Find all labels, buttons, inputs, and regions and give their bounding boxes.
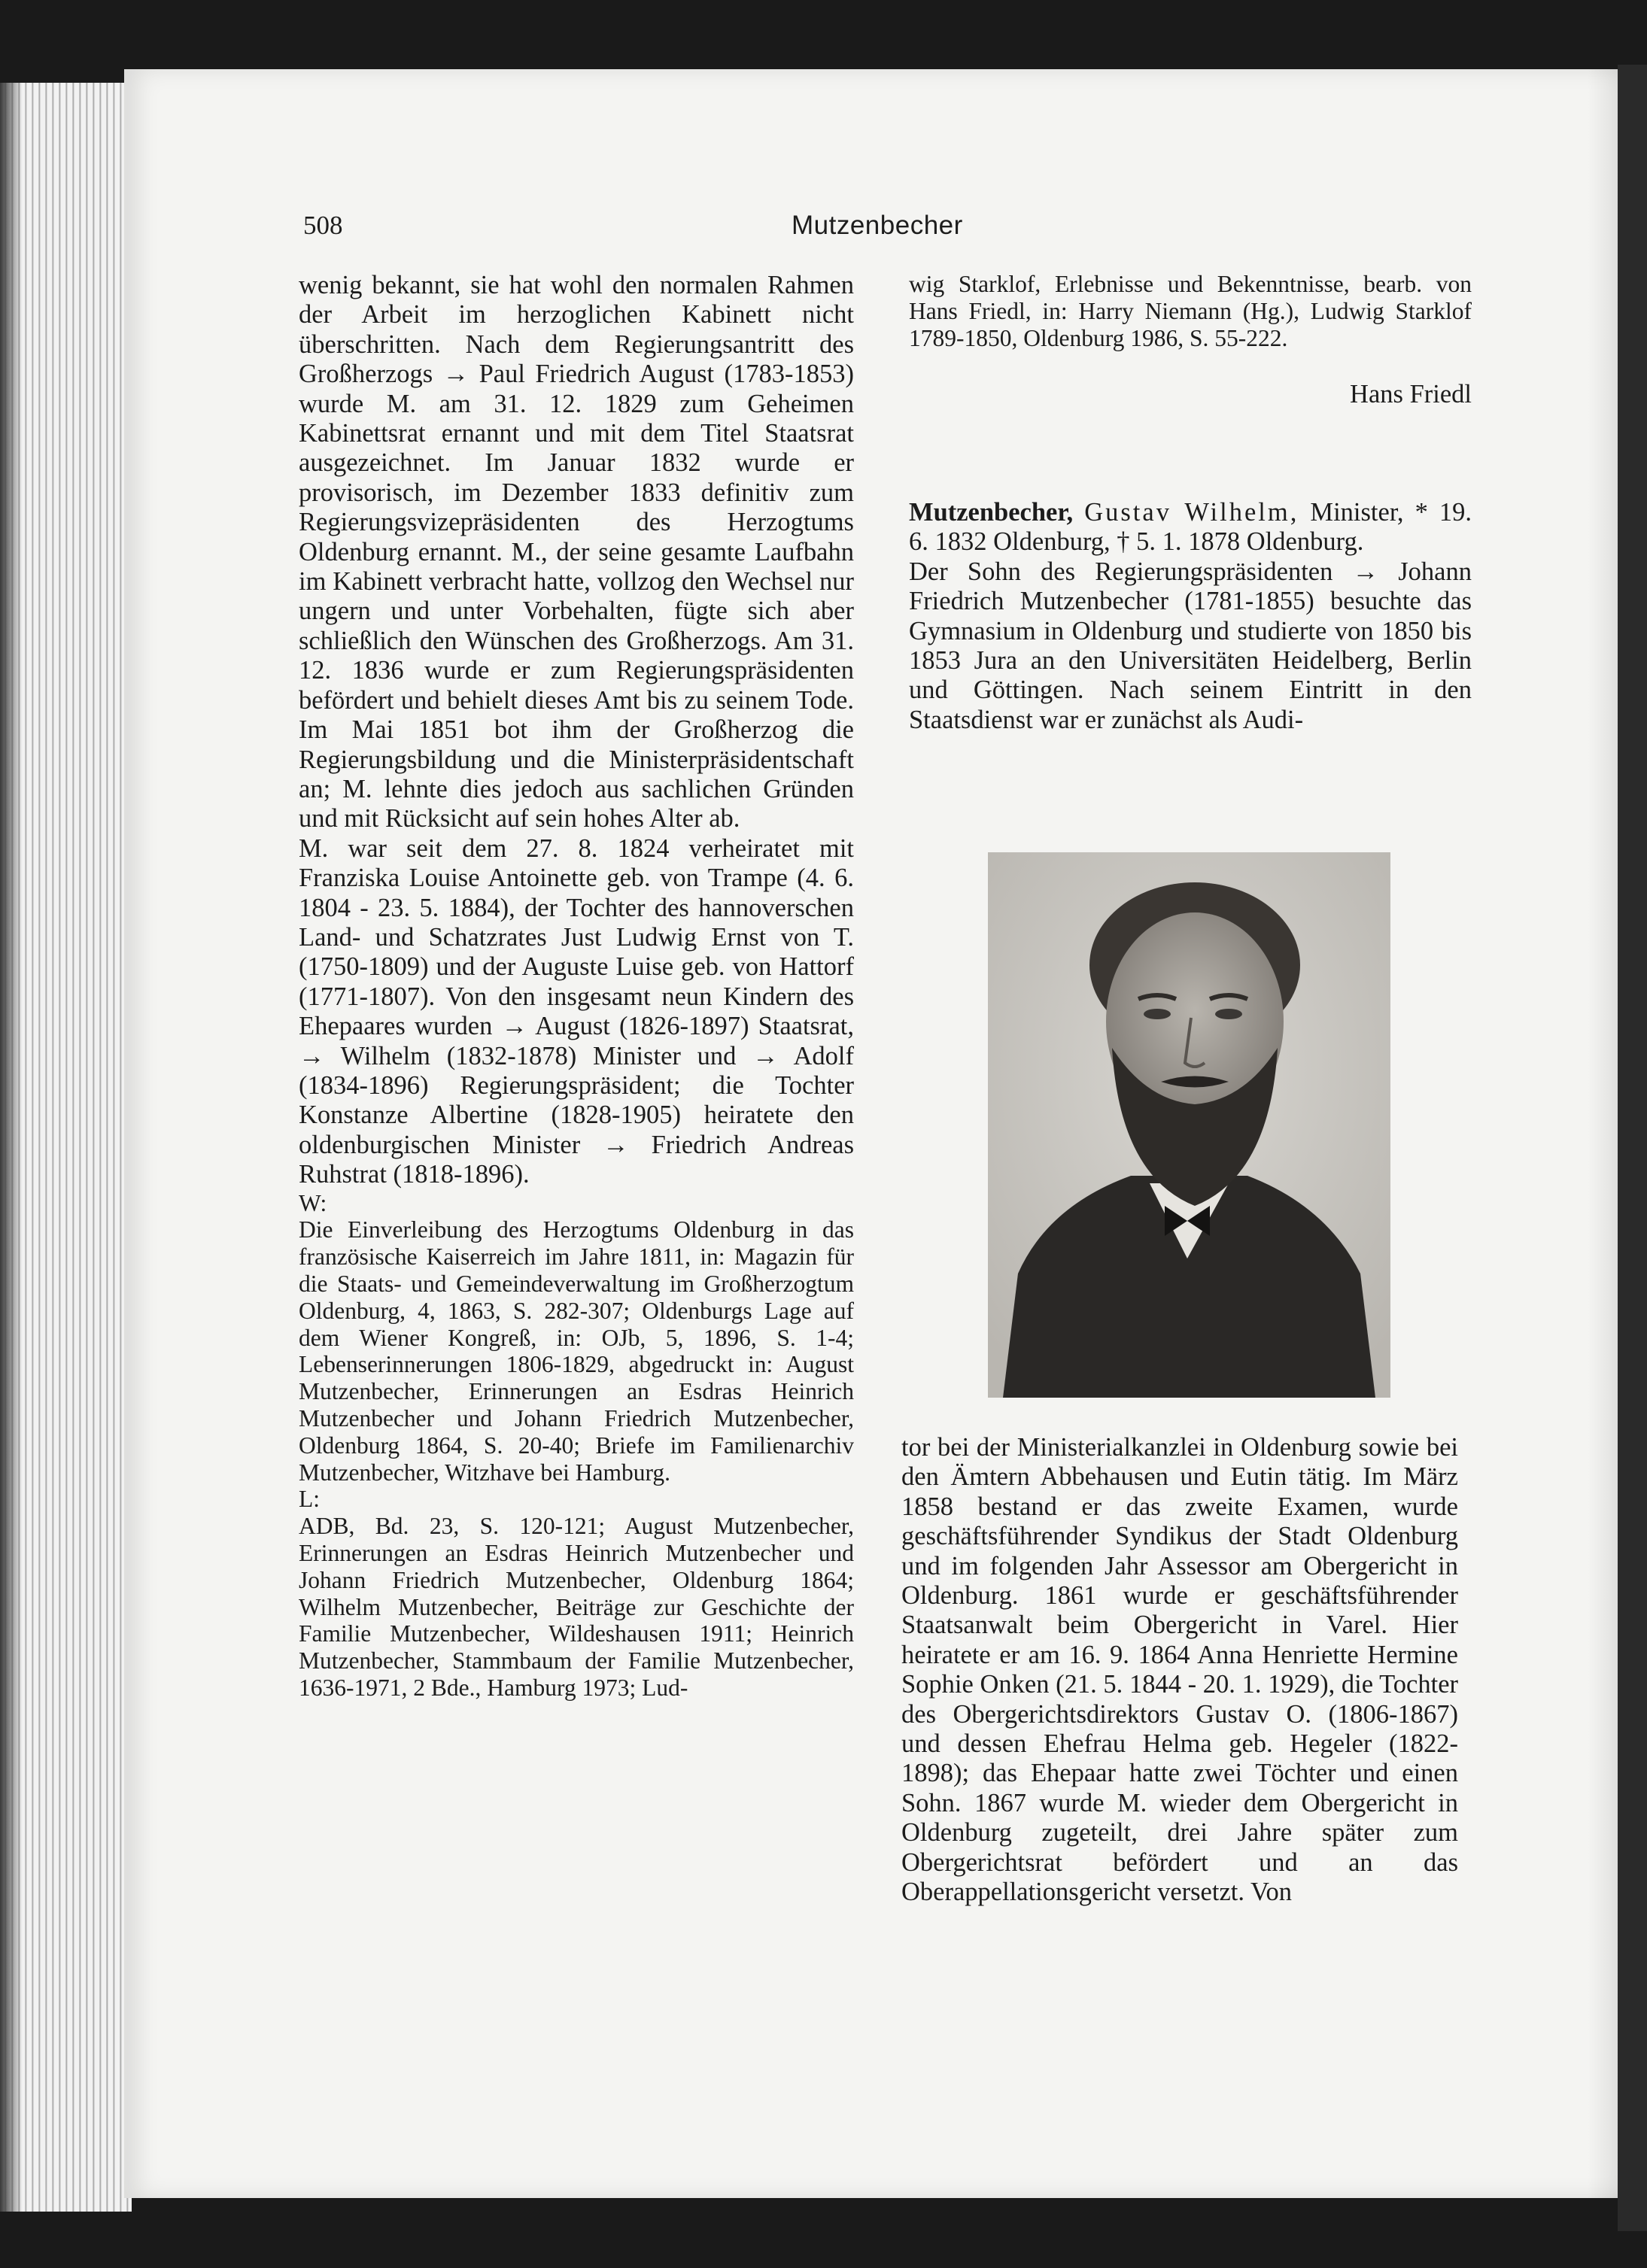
article-author: Hans Friedl	[1350, 380, 1472, 408]
book-edge-shadow	[0, 83, 23, 2212]
body-paragraph-career: wenig bekannt, sie hat wohl den normalen Rahmen der Arbeit im herzoglichen Kabinett nicht überschritten. Nach dem Regierungsantritt des Großherzogs → Paul Friedrich August (1783-1853) wurde M. am 31. 12. 1829 zum Geheimen Kabinettsrat ernannt und mit dem Titel Staatsrat ausgezeichnet. Im Januar 1832 wurde er provisorisch, im Dezember 1833 definitiv zum Regierungsvizepräsidenten des Herzogtums Oldenburg ernannt. M., der seine gesamte Laufbahn im Kabinett verbracht hatte, vollzog den Wechsel nur ungern und unter Vorbehalten, fügte sich aber schließlich den Wünschen des Großherzogs. Am 31. 12. 1836 wurde er zum Regierungspräsidenten befördert und behielt dieses Amt bis zu seinem Tode. Im Mai 1851 bot ihm der Großherzog die Regierungsbildung und die Ministerpräsidentschaft an; M. lehnte dies jedoch aus sachlichen Gründen und mit Rücksicht auf sein hohes Alter ab.	[299, 271, 854, 833]
works-label: W:	[299, 1189, 327, 1216]
literature-label: L:	[299, 1486, 320, 1513]
portrait-photograph	[988, 852, 1390, 1398]
page-number: 508	[303, 211, 343, 240]
entry-lemma: Mutzenbecher,	[909, 498, 1074, 527]
works-section	[299, 1190, 854, 1702]
literature-text: ADB, Bd. 23, S. 120-121; August Mutzenbecher, Erinnerungen an Esdras Heinrich Mutzenbecher und Johann Friedrich Mutzenbecher, Oldenburg 1864; Wilhelm Mutzenbecher, Beiträge zur Geschichte der Familie Mutzenbecher, Wildeshausen 1911; Heinrich Mutzenbecher, Stammbaum der Familie Mutzenbecher, 1636-1971, 2 Bde., Hamburg 1973; Lud-	[299, 1513, 854, 1701]
right-column-bottom	[901, 1433, 1458, 1908]
entry-given-names: Gustav Wilhelm,	[1084, 498, 1299, 527]
running-title: Mutzenbecher	[792, 211, 963, 240]
entry-body-bottom: tor bei der Ministerialkanzlei in Oldenburg sowie bei den Ämtern Abbehausen und Eutin tätig. Im März 1858 bestand er das zweite Examen, wurde geschäftsführender Syndikus der Stadt Oldenburg und im folgenden Jahr Assessor am Obergericht in Oldenburg. 1861 wurde er geschäftsführender Staatsanwalt beim Obergericht in Varel. Hier heiratete er am 16. 9. 1864 Anna Henriette Hermine Sophie Onken (21. 5. 1844 - 20. 1. 1929), die Tochter des Obergerichtsdirektors Gustav O. (1806-1867) und dessen Ehefrau Helma geb. Hegeler (1822-1898); das Ehepaar hatte zwei Töchter und einen Sohn. 1867 wurde M. wieder dem Obergericht in Oldenburg zugeteilt, drei Jahre später zum Obergerichtsrat befördert und an das Oberappellationsgericht versetzt. Von	[901, 1433, 1458, 1907]
works-text: Die Einverleibung des Herzogtums Oldenburg in das französische Kaiserreich im Jahre 1811, in: Magazin für die Staats- und Gemeindeverwaltung im Großherzogtum Oldenburg, 4, 1863, S. 282-307; Oldenburgs Lage auf dem Wiener Kongreß, in: OJb, 5, 1896, S. 1-4; Lebenserinnerungen 1806-1829, abgedruckt in: August Mutzenbecher, Erinnerungen an Esdras Heinrich Mutzenbecher und Johann Friedrich Mutzenbecher, Oldenburg 1864, S. 20-40; Briefe im Familienarchiv Mutzenbecher, Witzhave bei Hamburg.	[299, 1216, 854, 1486]
body-paragraph-family: M. war seit dem 27. 8. 1824 verheiratet mit Franziska Louise Antoinette geb. von Trampe (4. 6. 1804 - 23. 5. 1884), der Tochter des hannoverschen Land- und Schatzrates Just Ludwig Ernst von T. (1750-1809) und der Auguste Luise geb. von Hattorf (1771-1807). Von den insgesamt neun Kindern des Ehepaares wurden → August (1826-1897) Staatsrat, → Wilhelm (1832-1878) Minister und → Adolf (1834-1896) Regierungspräsident; die Tochter Konstanze Albertine (1828-1905) heiratete den oldenburgischen Minister → Friedrich Andreas Ruhstrat (1818-1896).	[299, 833, 854, 1189]
entry-heading	[909, 498, 1472, 557]
scan-edge	[1618, 65, 1647, 2231]
entry-life-dates: Minister, * 19. 6. 1832 Oldenburg, † 5. 1. 1878 Oldenburg.	[909, 498, 1472, 557]
entry-body-top: Der Sohn des Regierungspräsidenten → Johann Friedrich Mutzenbecher (1781-1855) besuchte das Gymnasium in Oldenburg und studierte von 1850 bis 1853 Jura an den Universitäten Heidelberg, Berlin und Göttingen. Nach seinem Eintritt in den Staatsdienst war er zunächst als Audi-	[909, 557, 1472, 734]
page-gutter-shade	[1588, 69, 1618, 2198]
literature-continuation: wig Starklof, Erlebnisse und Bekenntnisse, bearb. von Hans Friedl, in: Harry Niemann (Hg.), Ludwig Starklof 1789-1850, Oldenburg 1986, S. 55-222.	[909, 271, 1472, 351]
right-column-top	[909, 271, 1472, 351]
left-column	[299, 271, 854, 1702]
entry-head	[909, 498, 1472, 735]
portrait-image	[988, 852, 1390, 1398]
